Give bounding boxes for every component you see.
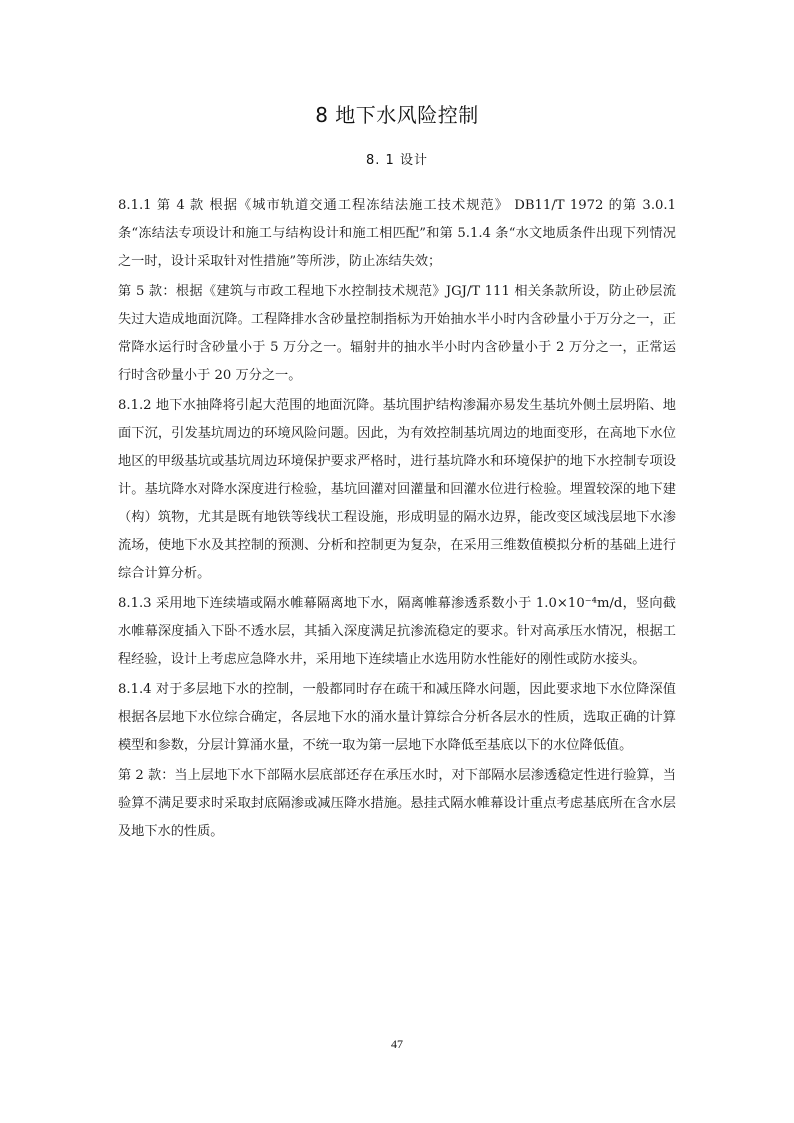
paragraph-8-1-3: 8.1.3 采用地下连续墙或隔水帷幕隔离地下水，隔离帷幕渗透系数小于 1.0×10⁻⁴m/d，竖向截水帷幕深度插入下卧不透水层，其插入深度满足抗渗流稳定的要求。针对高承压水情况，根据工程经验，设计上考虑应急降水井，采用地下连续墙止水选用防水性能好的刚性或防水接头。 bbox=[118, 596, 676, 667]
paragraph-8-1-1-item-5: 第 5 款：根据《建筑与市政工程地下水控制技术规范》JGJ/T 111 相关条款所设，防止砂层流失过大造成地面沉降。工程降排水含砂量控制指标为开始抽水半小时内含砂量小于万分之一，正常降水运行时含砂量小于 5 万分之一。辐射井的抽水半小时内含砂量小于 2 万分之一，正常运行时含砂量小于 20 万分之一。 bbox=[118, 284, 676, 383]
paragraph-8-1-1: 8.1.1 第 4 款 根据《城市轨道交通工程冻结法施工技术规范》 DB11/T 1972 的第 3.0.1 条“冻结法专项设计和施工与结构设计和施工相匹配”和第 5.1.4 条“水文地质条件出现下列情况之一时，设计采取针对性措施”等所涉，防止冻结失效； bbox=[118, 198, 676, 269]
paragraph-8-1-2: 8.1.2 地下水抽降将引起大范围的地面沉降。基坑围护结构渗漏亦易发生基坑外侧土层坍陷、地面下沉，引发基坑周边的环境风险问题。因此，为有效控制基坑周边的地面变形，在高地下水位地区的甲级基坑或基坑周边环境保护要求严格时，进行基坑降水和环境保护的地下水控制专项设计。基坑降水对降水深度进行检验，基坑回灌对回灌量和回灌水位进行检验。埋置较深的地下建（构）筑物，尤其是既有地铁等线状工程设施，形成明显的隔水边界，能改变区域浅层地下水渗流场，使地下水及其控制的预测、分析和控制更为复杂，在采用三维数值模拟分析的基础上进行综合计算分析。 bbox=[118, 398, 676, 581]
chapter-title: 8 地下水风险控制 bbox=[315, 103, 479, 127]
paragraph-8-1-4-item-2: 第 2 款：当上层地下水下部隔水层底部还存在承压水时，对下部隔水层渗透稳定性进行验算，当验算不满足要求时采取封底隔渗或减压降水措施。悬挂式隔水帷幕设计重点考虑基底所在含水层及地下水的性质。 bbox=[118, 768, 676, 839]
section-title: 8. 1 设计 bbox=[366, 153, 428, 168]
paragraph-8-1-4: 8.1.4 对于多层地下水的控制，一般都同时存在疏干和减压降水问题，因此要求地下水位降深值根据各层地下水位综合确定，各层地下水的涌水量计算综合分析各层水的性质，选取正确的计算模型和参数，分层计算涌水量，不统一取为第一层地下水降低至基底以下的水位降低值。 bbox=[118, 682, 676, 753]
page-number: 47 bbox=[391, 1037, 403, 1051]
body-text bbox=[118, 192, 676, 848]
